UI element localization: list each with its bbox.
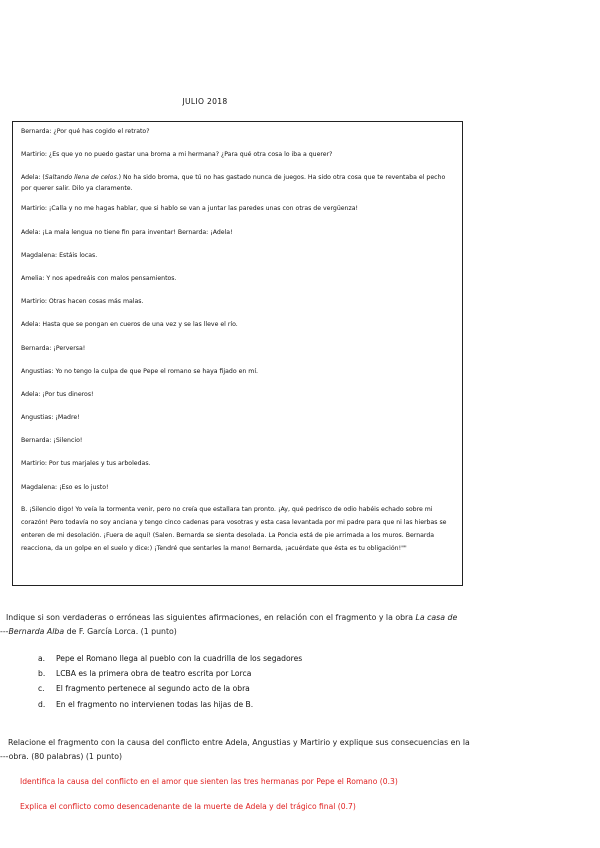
option-text: LCBA es la primera obra de teatro escrita por Lorca — [56, 669, 252, 679]
question-1-text: Indique si son verdaderas o erróneas las siguientes afirmaciones, en relación con el fragmento y la obra — [6, 613, 416, 622]
dialogue-line — [21, 172, 454, 194]
work-title-text: La casa de — [415, 613, 458, 622]
work-title-text: Bernarda Alba — [8, 627, 65, 636]
option-letter: a. — [38, 654, 46, 663]
option-item — [38, 666, 302, 681]
dialogue-line: Bernarda: ¡Silencio! — [21, 437, 83, 445]
dialogue-line: B. ¡Silencio digo! Yo veía la tormenta venir, pero no creía que estallara tan pronto. ¡Ay, qué pedrisco de odio habéis echado sobre mi corazón! Pero todavía no soy anciana y tengo cinco cadenas para vosotras y esta casa levantada por mi padre para que ni las hierbas se enteren de mi desolación. ¡Fuera de aquí! (Salen. Bernarda se sienta desolada. La Poncia está de pie arrimada a los muros. Bernarda reacciona, da un golpe en el suelo y dice:) ¡Tendré que sentarles la mano! Bernarda, ¡acuérdate que ésta es tu obligación!"" — [21, 505, 447, 553]
dialogue-line: Angustias: Yo no tengo la culpa de que Pepe el romano se haya fijado en mí. — [21, 367, 259, 375]
dialogue-text: .) No ha sido broma, que tú no has gastado nunca de juegos. Ha sido otra cosa que te reventaba el pecho por querer salir. Dilo ya claramente. — [21, 174, 446, 193]
dialogue-line: Martirio: Otras hacen cosas más malas. — [21, 298, 144, 306]
option-text: En el fragmento no intervienen todas las hijas de B. — [56, 699, 254, 709]
answer-criterion-1: Identifica la causa del conflicto en el amor que sienten las tres hermanas por Pepe el Romano (0.3) — [20, 777, 398, 786]
dialogue-line: Amelia: Y nos apedreáis con malos pensamientos. — [21, 274, 177, 282]
option-text: El fragmento pertenece al segundo acto de la obra — [56, 684, 250, 694]
option-letter: b. — [38, 669, 46, 679]
option-item — [38, 697, 302, 712]
question-2 — [0, 736, 580, 764]
stage-direction-text: Saltando llena de celos — [44, 174, 117, 182]
fragment-box — [12, 121, 463, 586]
dialogue-line: Angustias: ¡Madre! — [21, 414, 80, 422]
question-1-line2 — [0, 625, 580, 639]
option-letter: d. — [38, 699, 46, 709]
option-item — [38, 651, 302, 666]
option-letter: c. — [38, 684, 45, 694]
dialogue-line: Bernarda: ¿Por qué has cogido el retrato? — [21, 128, 150, 135]
answer-criterion-2: Explica el conflicto como desencadenante de la muerte de Adela y del trágico final (0.7) — [20, 802, 356, 811]
dialogue-speaker-text: Adela: ( — [21, 174, 45, 182]
question-1 — [0, 611, 580, 639]
question-1-options — [38, 651, 302, 712]
dialogue-line: Magdalena: ¡Eso es lo justo! — [21, 483, 109, 491]
dialogue-line: Martirio: ¡Calla y no me hagas hablar, que si hablo se van a juntar las paredes unas con otras de vergüenza! — [21, 205, 358, 213]
option-item — [38, 681, 302, 696]
question-1-points: de F. García Lorca. (1 punto) — [64, 627, 177, 636]
question-1-line1 — [0, 611, 580, 625]
dialogue-line: Bernarda: ¡Perversa! — [21, 344, 86, 352]
option-text: Pepe el Romano llega al pueblo con la cuadrilla de los segadores — [56, 654, 303, 663]
dialogue-line: Adela: Hasta que se pongan en cueros de una vez y se las lleve el río. — [21, 321, 238, 329]
question-2-line2: ---obra. (80 palabras) (1 punto) — [0, 752, 123, 761]
dialogue-line: Adela: ¡La mala lengua no tiene fin para inventar! Bernarda: ¡Adela! — [21, 228, 233, 236]
question-1-prefix: --- — [0, 627, 9, 636]
dialogue-line: Adela: ¡Por tus dineros! — [21, 390, 94, 398]
dialogue-line: Magdalena: Estáis locas. — [21, 251, 98, 259]
dialogue-line: Martirio: ¿Es que yo no puedo gastar una broma a mi hermana? ¿Para qué otra cosa lo iba a querer? — [21, 151, 333, 159]
header-date: JULIO 2018 — [182, 97, 228, 106]
dialogue-line: Martirio: Por tus marjales y tus arboledas. — [21, 460, 151, 468]
question-2-line1: Relacione el fragmento con la causa del conflicto entre Adela, Angustias y Martirio y explique sus consecuencias en la — [8, 738, 470, 747]
